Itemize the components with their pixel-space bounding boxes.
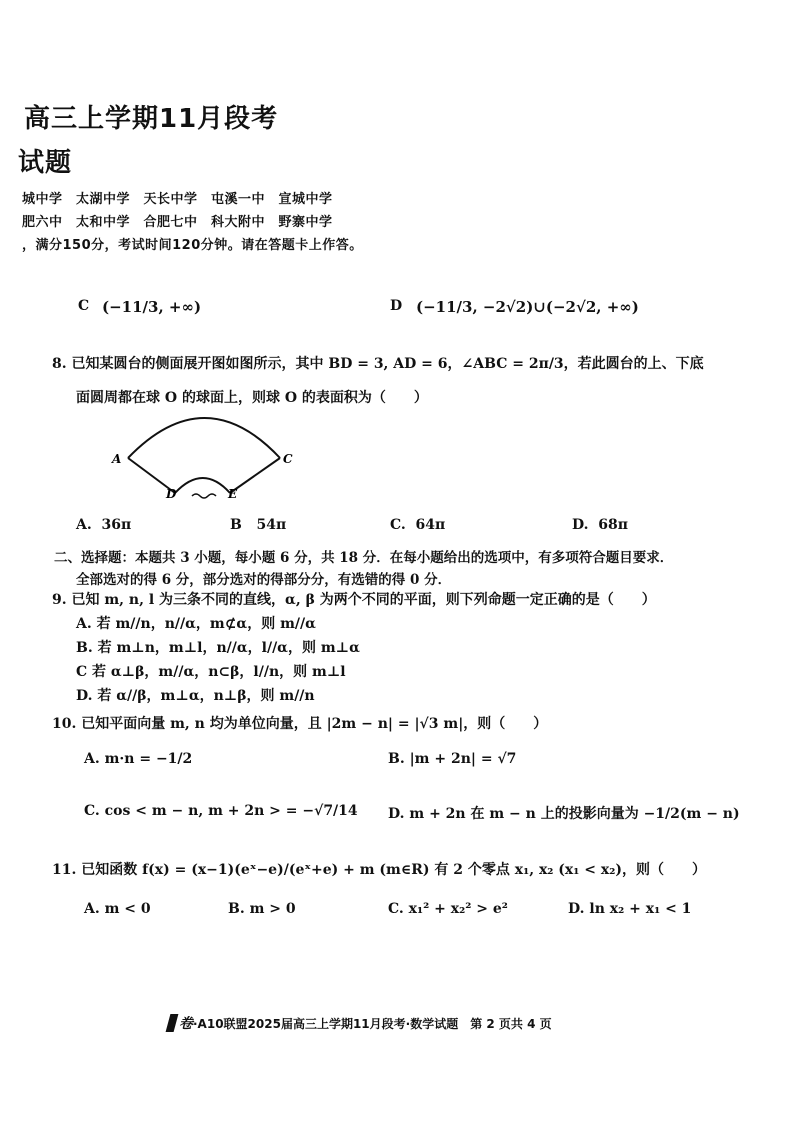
publisher-logo-text: 卷 [179,1016,193,1032]
page-title: 高三上学期11月段考 [24,104,279,134]
q10-option-b: B. |m + 2n| = √7 [388,751,517,767]
q8-option-d: D. 68π [572,517,628,533]
q11-option-a: A. m < 0 [84,901,151,917]
schools-line-2: 肥六中 太和中学 合肥七中 科大附中 野寨中学 [22,215,333,230]
q9-option-c: C 若 α⊥β，m//α，n⊂β，l//n，则 m⊥l [76,664,346,680]
schools-line-1: 城中学 太湖中学 天长中学 屯溪一中 宣城中学 [22,192,333,207]
q8-stem-line-2: 面圆周都在球 O 的球面上，则球 O 的表面积为（ ） [76,390,428,406]
section-2-scoring: 全部选对的得 6 分，部分选对的得部分分，有选错的得 0 分． [76,572,452,588]
footer-text: ·A10联盟2025届高三上学期11月段考·数学试题 第 2 页共 4 页 [193,1016,552,1031]
q9-option-b: B. 若 m⊥n，m⊥l，n//α，l//α，则 m⊥α [76,640,360,656]
q7-option-d-label: D [390,298,403,314]
exam-instructions: ，满分150分，考试时间120分钟。请在答题卡上作答。 [22,238,363,253]
q10-option-d: D. m + 2n 在 m − n 上的投影向量为 −1/2(m − n) [388,806,740,822]
page-subtitle: 试题 [18,148,73,178]
q9-option-a: A. 若 m//n，n//α，m⊄α，则 m//α [76,616,316,632]
q7-option-c-text: (−11/3, +∞) [102,298,202,316]
q9-stem: 9. 已知 m, n, l 为三条不同的直线，α, β 为两个不同的平面，则下列命题一定正确的是（ ） [52,592,656,608]
q8-option-b: B 54π [230,517,287,533]
figure-label-d: D [166,487,177,501]
figure-label-e: E [228,487,238,501]
q8-option-a: A. 36π [76,517,132,533]
q11-option-b: B. m > 0 [228,901,296,917]
q10-option-c: C. cos < m − n, m + 2n > = −√7/14 [84,803,358,819]
q10-option-a: A. m·n = −1/2 [84,751,193,767]
q11-stem: 11. 已知函数 f(x) = (x−1)(eˣ−e)/(eˣ+e) + m (m∈R) 有 2 个零点 x₁, x₂ (x₁ < x₂)，则（ ） [52,862,706,878]
q8-annular-sector-figure [100,408,310,508]
section-2-heading: 二、选择题：本题共 3 小题，每小题 6 分，共 18 分．在每小题给出的选项中，有多项符合题目要求． [54,550,674,566]
publisher-logo-icon [166,1014,179,1032]
figure-label-a: A [112,452,122,466]
q9-option-d: D. 若 α//β，m⊥α，n⊥β，则 m//n [76,688,315,704]
q7-option-c-label: C [78,298,90,314]
q11-option-d: D. ln x₂ + x₁ < 1 [568,901,692,917]
q7-option-d-text: (−11/3, −2√2)∪(−2√2, +∞) [416,298,639,316]
q10-stem: 10. 已知平面向量 m, n 均为单位向量，且 |2m − n| = |√3 m|，则（ ） [52,716,548,732]
figure-label-c: C [283,452,293,466]
footer [168,1013,552,1033]
q11-option-c: C. x₁² + x₂² > e² [388,901,508,917]
q8-stem-line-1: 8. 已知某圆台的侧面展开图如图所示，其中 BD = 3, AD = 6，∠ABC = 2π/3，若此圆台的上、下底 [52,356,704,372]
q8-option-c: C. 64π [390,517,446,533]
